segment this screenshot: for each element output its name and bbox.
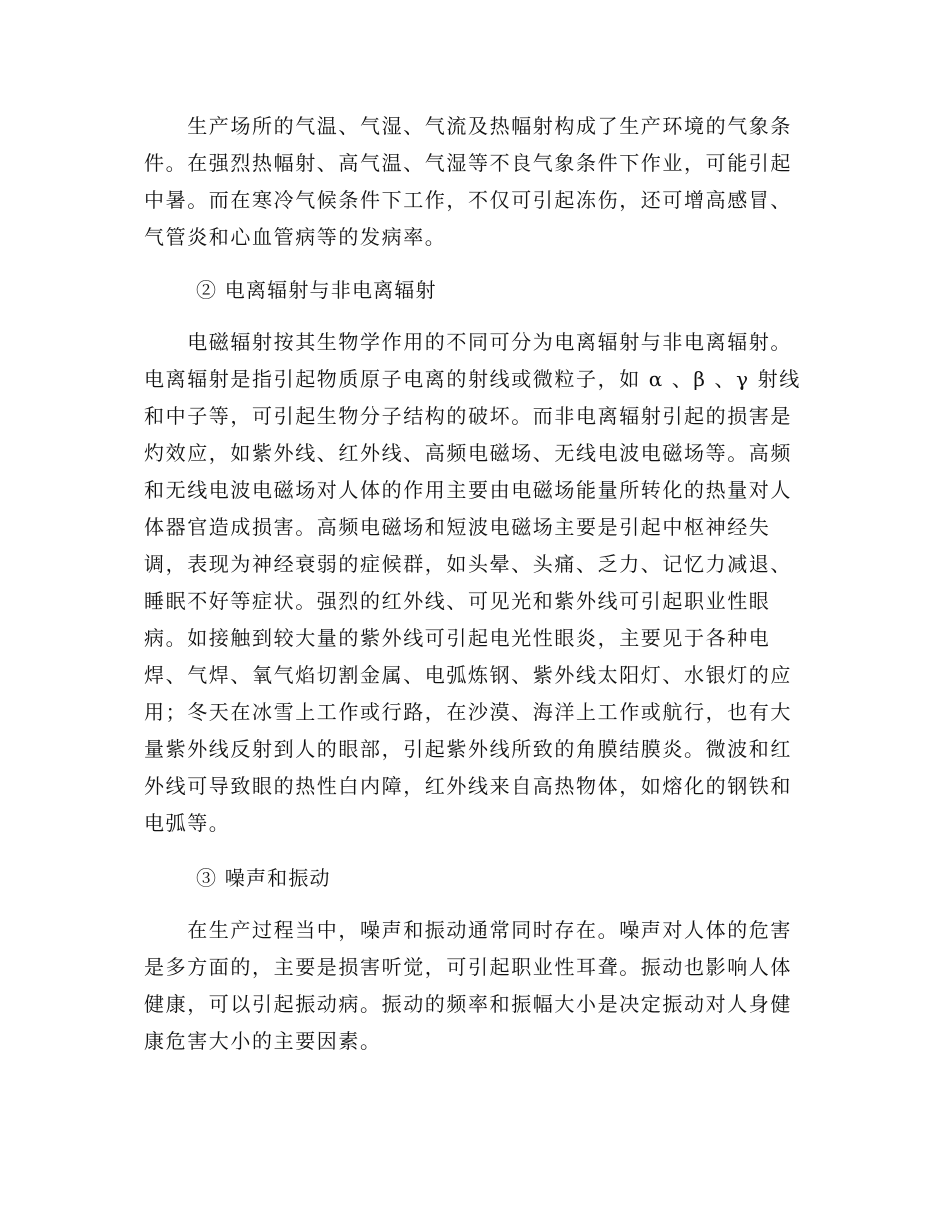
paragraph-line: 和无线电波电磁场对人体的作用主要由电磁场能量所转化的热量对人 bbox=[144, 478, 792, 502]
paragraph-line: 体器官造成损害。高频电磁场和短波电磁场主要是引起中枢神经失 bbox=[144, 515, 771, 539]
paragraph-line: 健康，可以引起振动病。振动的频率和振幅大小是决定振动对人身健 bbox=[144, 992, 792, 1016]
section-heading-radiation: ② 电离辐射与非电离辐射 bbox=[196, 278, 437, 302]
paragraph-line: 件。在强烈热幅射、高气温、气湿等不良气象条件下作业，可能引起 bbox=[144, 151, 792, 175]
paragraph-line: 电弧等。 bbox=[144, 811, 231, 835]
paragraph-line: 电离辐射是指引起物质原子电离的射线或微粒子，如 α 、β 、γ 射线 bbox=[144, 367, 801, 391]
paragraph-noise bbox=[144, 912, 814, 1060]
paragraph-line: 气管炎和心血管病等的发病率。 bbox=[144, 225, 447, 249]
paragraph-line: 病。如接触到较大量的紫外线可引起电光性眼炎，主要见于各种电 bbox=[144, 626, 771, 650]
paragraph-line: 中暑。而在寒冷气候条件下工作，不仅可引起冻伤，还可增高感冒、 bbox=[144, 188, 792, 212]
paragraph-line: 量紫外线反射到人的眼部，引起紫外线所致的角膜结膜炎。微波和红 bbox=[144, 737, 792, 761]
paragraph-line: 康危害大小的主要因素。 bbox=[144, 1029, 382, 1053]
paragraph-line: 焊、气焊、氧气焰切割金属、电弧炼钢、紫外线太阳灯、水银灯的应 bbox=[144, 663, 792, 687]
paragraph-line: 调，表现为神经衰弱的症候群，如头晕、头痛、乏力、记忆力减退、 bbox=[144, 552, 792, 576]
paragraph-line: 和中子等，可引起生物分子结构的破坏。而非电离辐射引起的损害是 bbox=[144, 404, 792, 428]
paragraph-line: 是多方面的，主要是损害听觉，可引起职业性耳聋。振动也影响人体 bbox=[144, 955, 792, 979]
paragraph-line: 用；冬天在冰雪上工作或行路，在沙漠、海洋上工作或航行，也有大 bbox=[144, 700, 792, 724]
paragraph-climate bbox=[144, 108, 814, 256]
paragraph-line: 在生产过程当中，噪声和振动通常同时存在。噪声对人体的危害 bbox=[144, 918, 792, 942]
section-heading-noise: ③ 噪声和振动 bbox=[196, 866, 331, 890]
paragraph-line: 外线可导致眼的热性白内障，红外线来自高热物体，如熔化的钢铁和 bbox=[144, 774, 792, 798]
paragraph-line: 电磁辐射按其生物学作用的不同可分为电离辐射与非电离辐射。 bbox=[144, 330, 792, 354]
paragraph-line: 灼效应，如紫外线、红外线、高频电磁场、无线电波电磁场等。高频 bbox=[144, 441, 792, 465]
paragraph-line: 睡眠不好等症状。强烈的红外线、可见光和紫外线可引起职业性眼 bbox=[144, 589, 771, 613]
paragraph-line: 生产场所的气温、气湿、气流及热幅射构成了生产环境的气象条 bbox=[144, 114, 792, 138]
paragraph-radiation bbox=[144, 324, 814, 842]
